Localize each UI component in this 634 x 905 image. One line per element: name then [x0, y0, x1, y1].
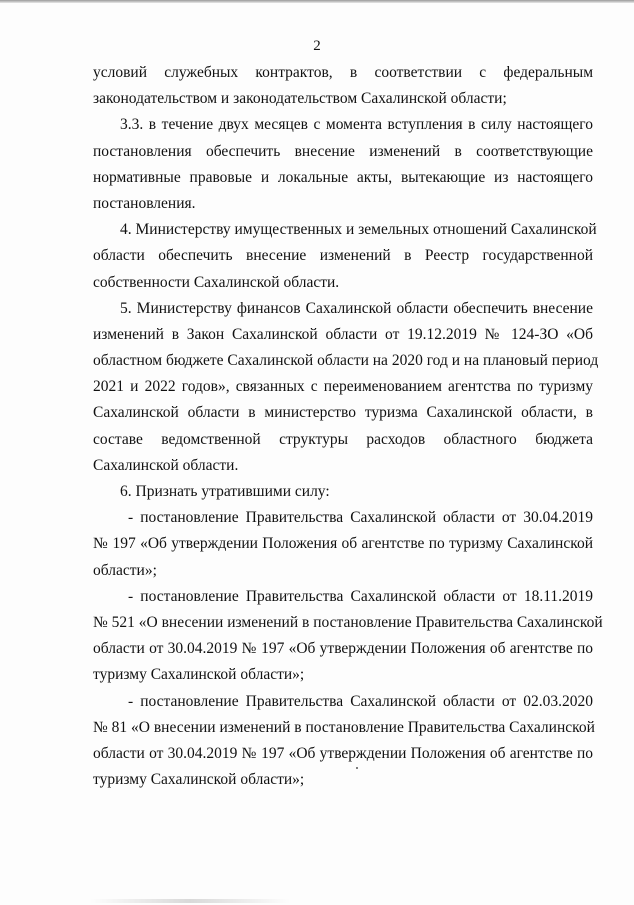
document-line: № 197 «Об утверждении Положения об агентстве по туризму Сахалинской [93, 535, 593, 553]
scan-speck [356, 767, 358, 769]
document-line: № 521 «О внесении изменений в постановление Правительства Сахалинской [93, 613, 603, 631]
document-line: области от 30.04.2019 № 197 «Об утверждении Положения об агентстве по [93, 640, 593, 658]
document-line: собственности Сахалинской области. [93, 273, 340, 291]
document-line: 6. Признать утратившими силу: [120, 483, 330, 500]
document-line: туризму Сахалинской области»; [93, 666, 305, 684]
page-number: 2 [313, 38, 321, 54]
document-line: составе ведомственной структуры расходов областного бюджета [93, 430, 593, 448]
document-line: условий служебных контрактов, в соответствии с федеральным [93, 64, 593, 81]
document-line: 4. Министерству имущественных и земельных отношений Сахалинской [120, 221, 597, 239]
document-line: области»; [93, 561, 157, 579]
document-line: изменений в Закон Сахалинской области от 19.12.2019 № 124-ЗО «Об [93, 325, 593, 343]
document-body [93, 60, 603, 793]
document-line: туризму Сахалинской области»; [93, 771, 305, 789]
document-line: - постановление Правительства Сахалинской области от 18.11.2019 [128, 587, 593, 605]
document-line: области от 30.04.2019 № 197 «Об утверждении Положения об агентстве по [93, 744, 593, 762]
document-line: 3.3. в течение двух месяцев с момента вступления в силу настоящего [120, 116, 593, 134]
document-line: областном бюджете Сахалинской области на 2020 год и на плановый период [93, 352, 599, 370]
document-line: 2021 и 2022 годов», связанных с переименованием агентства по туризму [93, 378, 593, 396]
document-line: законодательством и законодательством Сахалинской области; [93, 90, 507, 108]
document-line: № 81 «О внесении изменений в постановление Правительства Сахалинской [93, 718, 595, 736]
scan-top-edge [0, 0, 634, 3]
document-line: 5. Министерству финансов Сахалинской области обеспечить внесение [120, 299, 593, 317]
scan-bottom-edge [90, 899, 290, 903]
document-line: - постановление Правительства Сахалинской области от 02.03.2020 [128, 692, 593, 710]
document-line: постановления. [93, 194, 196, 212]
document-line: Сахалинской области в министерство туризма Сахалинской области, в [93, 404, 593, 422]
document-line: Сахалинской области. [93, 456, 239, 474]
document-line: постановления обеспечить внесение изменений в соответствующие [93, 142, 593, 160]
document-line: нормативные правовые и локальные акты, вытекающие из настоящего [93, 168, 593, 186]
document-line: - постановление Правительства Сахалинской области от 30.04.2019 [128, 509, 593, 527]
document-line: области обеспечить внесение изменений в Реестр государственной [93, 247, 593, 265]
